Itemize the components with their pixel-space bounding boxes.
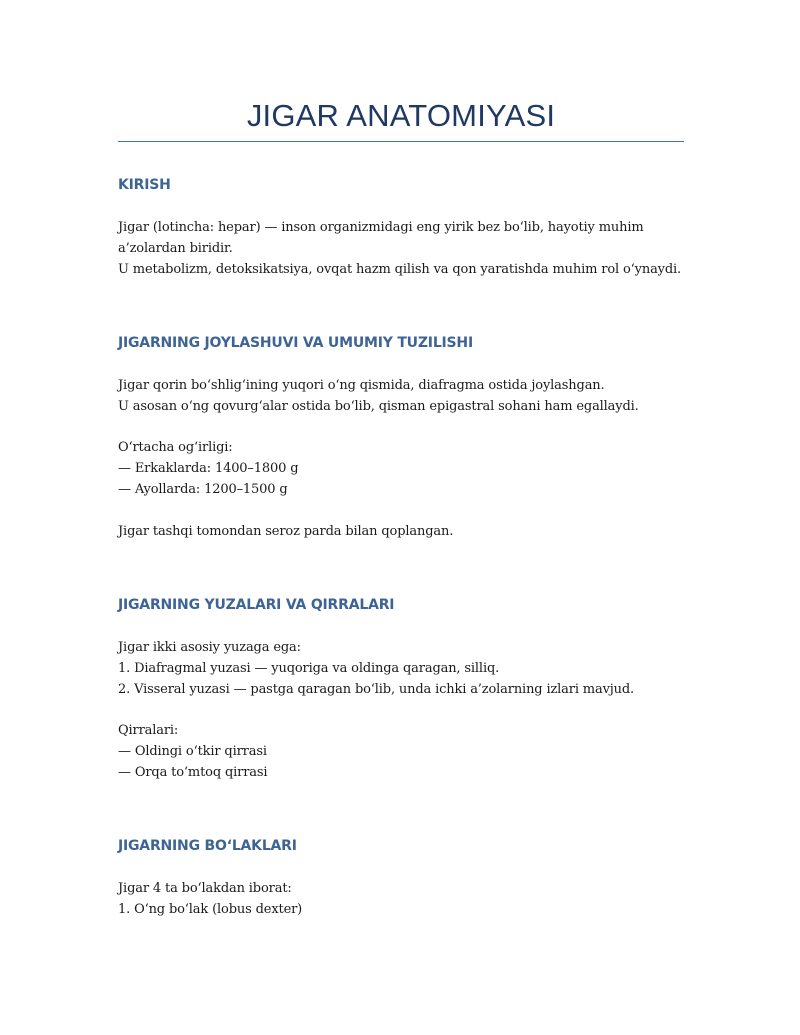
paragraph-line: Jigar (lotincha: hepar) — inson organizmidagi eng yirik bez bo‘lib, hayotiy muhim bbox=[118, 220, 644, 235]
section-heading-bolaklari: JIGARNING BO‘LAKLARI bbox=[118, 838, 297, 854]
section-body-bolaklari bbox=[118, 879, 684, 921]
blank-line bbox=[118, 418, 684, 439]
section-body-yuzalari bbox=[118, 638, 684, 784]
paragraph-line: Jigar qorin bo‘shlig‘ining yuqori o‘ng qismida, diafragma ostida joylashgan. bbox=[118, 378, 605, 393]
paragraph-line: Jigar tashqi tomondan seroz parda bilan qoplangan. bbox=[118, 523, 454, 539]
paragraph-line: Qirralari: bbox=[118, 723, 179, 739]
paragraph-line: U metabolizm, detoksikatsiya, ovqat hazm qilish va qon yaratishda muhim rol o‘ynaydi. bbox=[118, 261, 682, 277]
page-title: JIGAR ANATOMIYASI bbox=[246, 98, 556, 133]
title-divider bbox=[118, 141, 684, 142]
list-item: — Oldingi o‘tkir qirrasi bbox=[118, 743, 267, 759]
paragraph-line: O‘rtacha og‘irligi: bbox=[118, 440, 233, 456]
paragraph-line: U asosan o‘ng qovurg‘alar ostida bo‘lib, qisman epigastral sohani ham egallaydi. bbox=[118, 398, 639, 414]
paragraph-line: a’zolardan biridir. bbox=[118, 240, 233, 256]
section-body-kirish bbox=[118, 218, 684, 280]
list-item: 2. Visseral yuzasi — pastga qaragan bo‘lib, unda ichki a’zolarning izlari mavjud. bbox=[118, 681, 635, 697]
paragraph-line: Jigar ikki asosiy yuzaga ega: bbox=[118, 640, 301, 655]
list-item: — Erkaklarda: 1400–1800 g bbox=[118, 461, 299, 477]
paragraph-line: Jigar 4 ta bo‘lakdan iborat: bbox=[118, 881, 292, 896]
section-heading-kirish: KIRISH bbox=[118, 177, 171, 193]
section-heading-joylashuvi: JIGARNING JOYLASHUVI VA UMUMIY TUZILISHI bbox=[118, 335, 473, 351]
blank-line bbox=[118, 501, 684, 522]
list-item: — Ayollarda: 1200–1500 g bbox=[118, 481, 288, 497]
list-item: 1. O‘ng bo‘lak (lobus dexter) bbox=[118, 901, 303, 917]
list-item: 1. Diafragmal yuzasi — yuqoriga va oldinga qaragan, silliq. bbox=[118, 660, 500, 676]
list-item: — Orqa to‘mtoq qirrasi bbox=[118, 764, 268, 780]
section-heading-yuzalari: JIGARNING YUZALARI VA QIRRALARI bbox=[118, 597, 395, 613]
blank-line bbox=[118, 700, 684, 721]
section-body-joylashuvi bbox=[118, 376, 684, 542]
